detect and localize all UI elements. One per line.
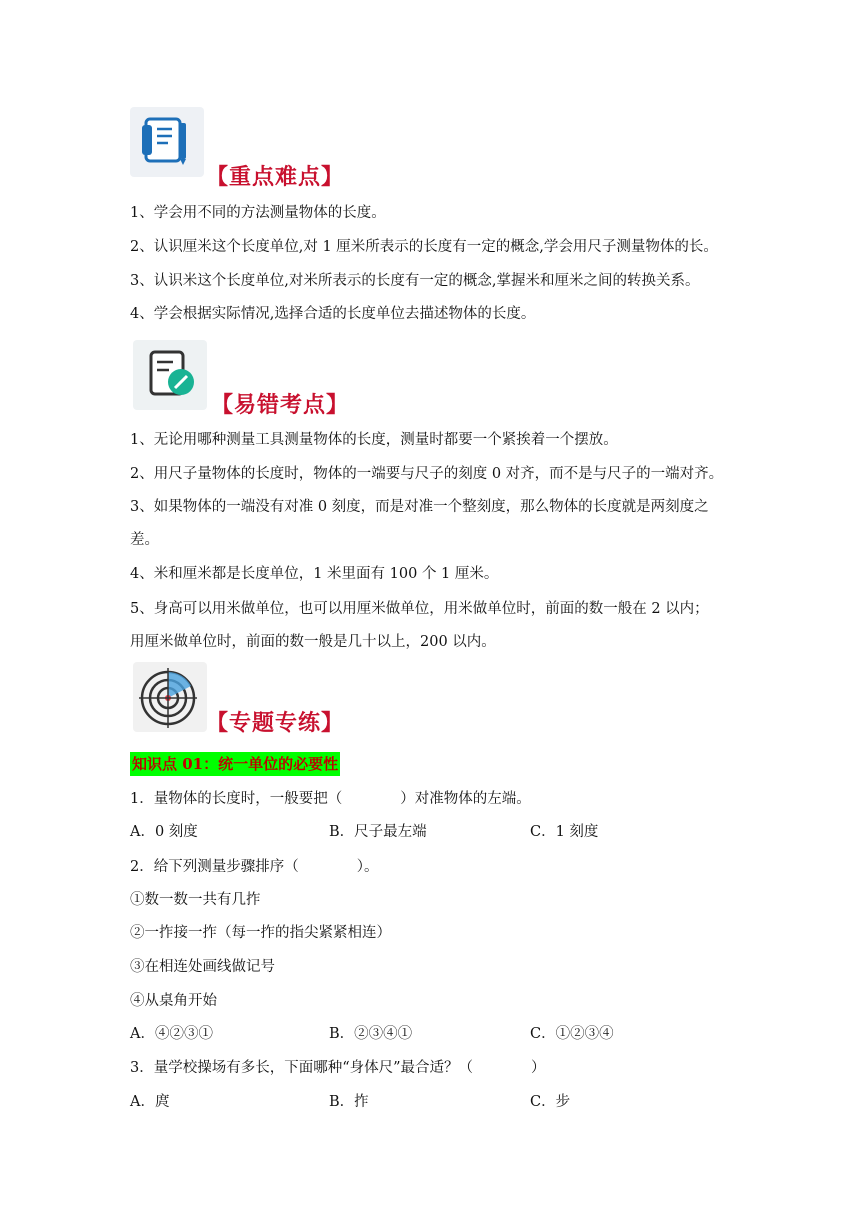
q2-step-2: ②一拃接一拃（每一拃的指尖紧紧相连） (130, 925, 391, 941)
q1-option-c: C．1 刻度 (530, 824, 599, 840)
q3-option-b: B．拃 (329, 1094, 369, 1110)
key-point-4: 4、学会根据实际情况,选择合适的长度单位去描述物体的长度。 (130, 306, 536, 322)
q2-step-3: ③在相连处画线做记号 (130, 959, 275, 975)
error-point-3-cont: 差。 (130, 532, 159, 548)
edit-note-icon (133, 340, 207, 410)
q3-option-a: A．庹 (130, 1094, 170, 1110)
ruler-notebook-icon (130, 107, 204, 177)
knowledge-point-label: 知识点 01：统一单位的必要性 (130, 752, 340, 776)
q2-option-c: C．①②③④ (530, 1026, 614, 1042)
q2-option-a: A．④②③① (130, 1026, 213, 1042)
q2-option-b: B．②③④① (329, 1026, 413, 1042)
error-point-4: 4、米和厘米都是长度单位，1 米里面有 100 个 1 厘米。 (130, 566, 499, 582)
error-point-5-cont: 用厘米做单位时，前面的数一般是几十以上，200 以内。 (130, 634, 496, 650)
q3-stem: 3．量学校操场有多长，下面哪种“身体尺”最合适？（ ） (130, 1060, 546, 1076)
error-point-3: 3、如果物体的一端没有对准 0 刻度，而是对准一个整刻度，那么物体的长度就是两刻度之 (130, 499, 709, 515)
key-point-3: 3、认识米这个长度单位,对米所表示的长度有一定的概念,掌握米和厘米之间的转换关系。 (130, 273, 700, 289)
error-points-heading: 【易错考点】 (211, 392, 350, 418)
q1-stem: 1．量物体的长度时，一般要把（ ）对准物体的左端。 (130, 791, 531, 807)
key-point-2: 2、认识厘米这个长度单位,对 1 厘米所表示的长度有一定的概念,学会用尺子测量物体的长。 (130, 239, 718, 255)
key-points-heading: 【重点难点】 (206, 164, 345, 190)
error-point-1: 1、无论用哪种测量工具测量物体的长度，测量时都要一个紧挨着一个摆放。 (130, 432, 618, 448)
target-icon (133, 662, 207, 732)
q1-option-a: A．0 刻度 (130, 824, 198, 840)
q2-step-1: ①数一数一共有几拃 (130, 892, 261, 908)
error-point-5: 5、身高可以用米做单位，也可以用厘米做单位，用米做单位时，前面的数一般在 2 以内； (130, 601, 709, 617)
q3-option-c: C．步 (530, 1094, 571, 1110)
q2-stem: 2．给下列测量步骤排序（ ）。 (130, 859, 379, 875)
q2-step-4: ④从桌角开始 (130, 993, 217, 1009)
key-point-1: 1、学会用不同的方法测量物体的长度。 (130, 205, 386, 221)
q1-option-b: B．尺子最左端 (329, 824, 427, 840)
error-point-2: 2、用尺子量物体的长度时，物体的一端要与尺子的刻度 0 对齐，而不是与尺子的一端对齐。 (130, 466, 724, 482)
practice-heading: 【专题专练】 (206, 710, 345, 736)
